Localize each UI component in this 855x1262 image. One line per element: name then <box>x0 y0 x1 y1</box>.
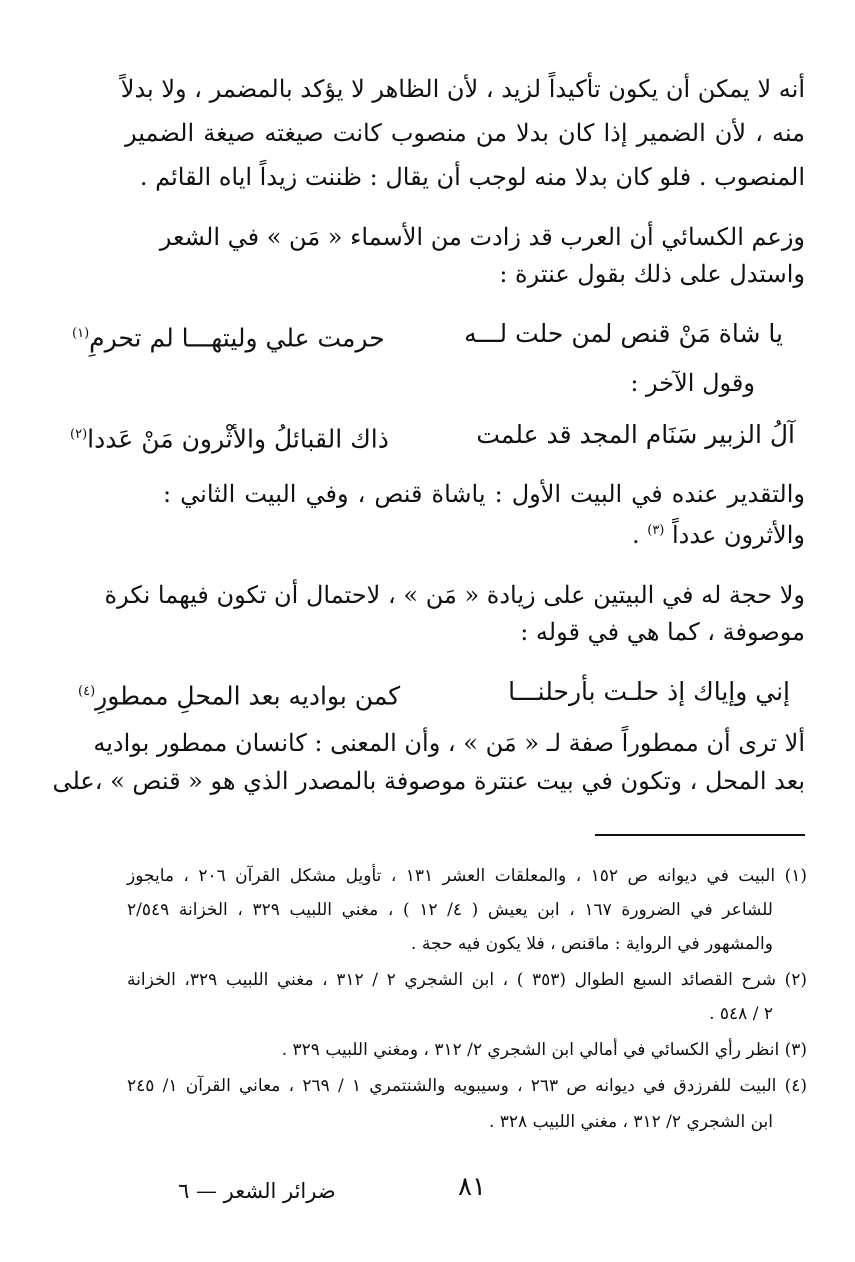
footnote-line: ٢ / ٥٤٨ . <box>709 1004 773 1024</box>
paragraph-line: أنه لا يمكن أن يكون تأكيداً لزيد ، لأن الظاهر لا يؤكد بالمضمر ، ولا بدلاً <box>120 75 805 103</box>
verse-first-hemistich: آلُ الزبير سَنَام المجد قد علمت <box>476 420 795 449</box>
paragraph-line: وقول الآخر : <box>630 369 755 397</box>
verse-second-hemistich <box>70 417 389 457</box>
paragraph-line: ألا ترى أن ممطوراً صفة لـ « مَن » ، وأن المعنى : كانسان ممطور بواديه <box>93 729 805 757</box>
footnote-line: (٢) شرح القصائد السبع الطوال (٣٥٣ ) ، ابن الشجري ٢ / ٣١٢ ، مغني اللبيب ٣٢٩، الخزانة <box>127 970 807 990</box>
paragraph-line: والتقدير عنده في البيت الأول : ياشاة قنص ، وفي البيت الثاني : <box>163 480 805 508</box>
footnote-marker: (٣) <box>647 523 665 538</box>
verse-second-hemistich <box>78 674 400 714</box>
paragraph-line: واستدل على ذلك بقول عنترة : <box>499 260 805 288</box>
verse-text: حرمت علي وليتهـــا لم تحرمِ <box>89 323 385 353</box>
page-number: ٨١ <box>458 1172 486 1202</box>
paragraph-line: وزعم الكسائي أن العرب قد زادت من الأسماء « مَن » في الشعر <box>159 223 805 251</box>
line-end: . <box>631 521 640 549</box>
footnote-line: والمشهور في الرواية : ماقنص ، فلا يكون فيه حجة . <box>411 934 773 954</box>
paragraph-line: ولا حجة له في البيتين على زيادة « مَن » ، لاحتمال أن تكون فيهما نكرة <box>104 581 805 609</box>
verse-text: ذاك القبائلُ والأثْرون مَنْ عَددا <box>87 424 389 454</box>
footnote-marker: (٤) <box>78 684 96 699</box>
paragraph-line: المنصوب . فلو كان بدلا منه لوجب أن يقال : ظننت زيداً اياه القائم . <box>139 163 805 191</box>
footnote-line: للشاعر في الضرورة ١٦٧ ، ابن يعيش ( ٤/ ١٢ ) ، مغني اللبيب ٣٢٩ ، الخزانة ٢/٥٤٩ <box>127 900 773 920</box>
verse-text: كمن بواديه بعد المحلِ ممطورِ <box>95 681 401 711</box>
footnote-marker: (٢) <box>70 427 88 442</box>
footnote-line: (١) البيت في ديوانه ص ١٥٢ ، والمعلقات العشر ١٣١ ، تأويل مشكل القرآن ٢٠٦ ، مايجوز <box>127 866 807 886</box>
verse-first-hemistich: إني وإياك إذ حلـت بأرحلنـــا <box>508 677 790 706</box>
footnote-line: ابن الشجري ٢/ ٣١٢ ، مغني اللبيب ٣٢٨ . <box>488 1112 773 1132</box>
running-title: ضرائر الشعر — ٦ <box>178 1179 336 1203</box>
footnote-line: (٤) البيت للفرزدق في ديوانه ص ٢٦٣ ، وسيبويه والشنتمري ١ / ٢٦٩ ، معاني القرآن ١/ ٢٤٥ <box>127 1076 807 1096</box>
line-text: والأثرون عدداً <box>672 521 805 549</box>
paragraph-line <box>632 514 805 552</box>
verse-first-hemistich: يا شاة مَنْ قنص لمن حلت لـــه <box>464 319 783 348</box>
paragraph-line: منه ، لأن الضمير إذا كان بدلا من منصوب كانت صيغته صيغة الضمير <box>125 119 805 147</box>
footnote-separator <box>595 834 805 836</box>
footnote-marker: (١) <box>72 326 90 341</box>
footnote-line: (٣) انظر رأي الكسائي في أمالي ابن الشجري ٢/ ٣١٢ ، ومغني اللبيب ٣٢٩ . <box>281 1040 807 1060</box>
verse-second-hemistich <box>72 316 385 356</box>
paragraph-line: بعد المحل ، وتكون في بيت عنترة موصوفة بالمصدر الذي هو « قنص » ،على <box>52 767 805 795</box>
paragraph-line: موصوفة ، كما هي في قوله : <box>520 618 805 646</box>
